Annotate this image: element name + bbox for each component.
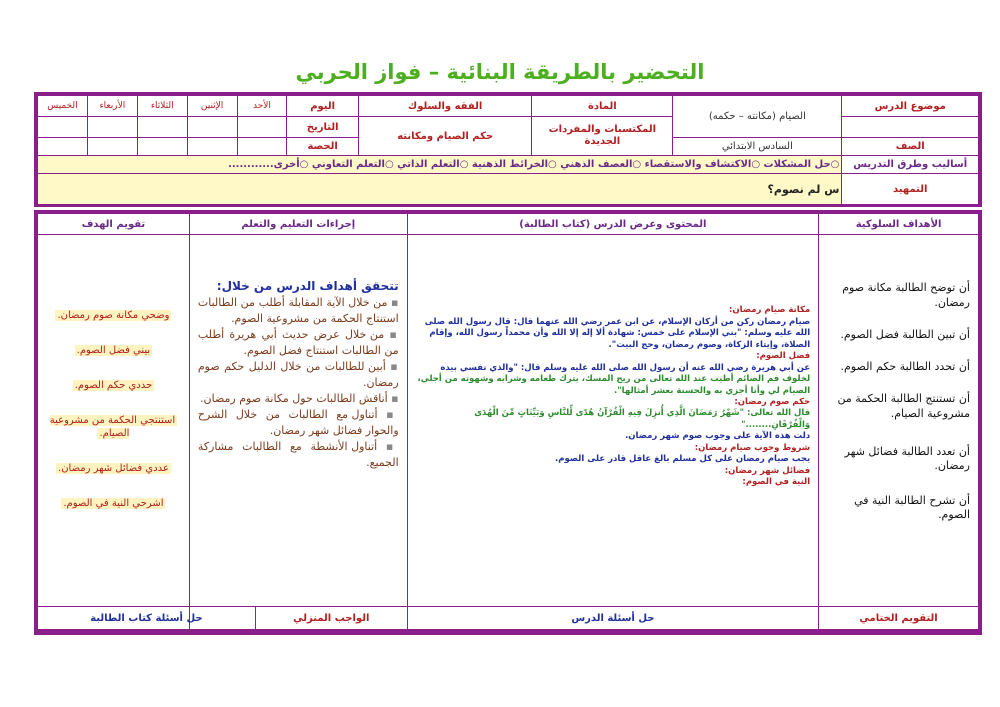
date-cell[interactable] [87, 117, 137, 138]
bullet-icon: ▪ [377, 407, 399, 421]
evaluation-item: استنتجي الحكمة من مشروعية الصيام. [49, 415, 176, 440]
intro-label: التمهيد [842, 174, 979, 205]
day-wed: الأربعاء [87, 96, 137, 117]
bullet-icon: ▪ [384, 328, 399, 342]
goal-item: أن تبين الطالبة فضل الصوم. [840, 327, 970, 341]
methods-label: أساليب وطرق التدريس [842, 156, 979, 174]
goals-header: الأهداف السلوكية [819, 214, 979, 235]
lesson-body [34, 210, 982, 635]
day-label: اليوم [287, 96, 359, 117]
content-heading: فضل الصوم: [756, 351, 811, 362]
bullet-icon: ▪ [387, 296, 399, 310]
content-paragraph: يجب صيام رمضان على كل مسلم بالغ عاقل قادر على الصوم. [555, 454, 811, 465]
procedure-item: ▪ أتناول مع الطالبات من خلال الشرح والحوار فضائل شهر رمضان. [197, 407, 399, 437]
evaluation-column [38, 235, 190, 632]
period-cell[interactable] [137, 138, 187, 156]
homework-value: حل أسئلة كتاب الطالبة [38, 607, 256, 630]
procedure-item: ▪ من خلال عرض حديث أبي هريرة أطلب من الطالبات استنتاج فضل الصوم. [197, 328, 399, 358]
content-paragraph: لخلوف فم الصائم أطيب عند الله تعالى من ريح المسك، يترك طعامه وشرابه وشهوته من أجلي، الصيام لي وأنا أجزي به والحسنة بعشر أمثالها". [417, 374, 811, 396]
material-value: الفقه والسلوك [358, 96, 531, 117]
day-thu: الخميس [38, 96, 88, 117]
date-cell[interactable] [38, 117, 88, 138]
date-label: التاريخ [287, 117, 359, 138]
date-cell[interactable] [137, 117, 187, 138]
goal-item: أن تشرح الطالبة النية في الصوم. [854, 493, 970, 521]
content-paragraph: صيام رمضان ركن من أركان الإسلام، عن ابن عمر رضي الله عنهما قال: قال رسول الله صلى الله عليه وسلم: "بني الإسلام على خمس: شهادة ألا إله إلا الله وأن محمداً رسول الله، وإقام الصلاة، وإيتاء الزكاة، وصوم رمضان، وحج البيت". [424, 316, 811, 350]
content-header: المحتوى وعرض الدرس (كتاب الطالبة) [407, 214, 819, 235]
header-table [34, 92, 982, 207]
day-mon: الإثنين [187, 96, 237, 117]
period-cell[interactable] [187, 138, 237, 156]
evaluation-item: عددي فضائل شهر رمضان. [58, 463, 169, 475]
final-eval-label: التقويم الختامي [819, 607, 979, 630]
content-paragraph: وَالْفُرْقَانِ........" [741, 419, 811, 430]
final-eval-value: حل أسئلة الدرس [407, 607, 818, 630]
homework-label: الواجب المنزلي [255, 607, 407, 630]
evaluation-header: تقويم الهدف [38, 214, 190, 235]
subject-value: الصيام (مكانته – حكمه) [673, 96, 842, 138]
vocab-value: حكم الصيام ومكانته [358, 117, 531, 156]
content-heading: حكم صوم رمضان: [734, 397, 811, 408]
procedures-column [189, 235, 407, 632]
evaluation-item: وضحي مكانة صوم رمضان. [57, 310, 170, 322]
bullet-icon: ▪ [387, 391, 399, 405]
procedures-header: إجراءات التعليم والتعلم [189, 214, 407, 235]
period-label: الحصة [287, 138, 359, 156]
vocab-label: المكتسبات والمفردات الجديدة [532, 117, 673, 156]
period-cell[interactable] [87, 138, 137, 156]
evaluation-item: اشرحي النية في الصوم. [63, 498, 164, 510]
page-title: التحضير بالطريقة البنائية – فواز الحربي [295, 60, 705, 84]
content-heading: فضائل شهر رمضان: [724, 465, 811, 476]
material-label: المادة [532, 96, 673, 117]
bullet-icon: ▪ [377, 439, 399, 453]
content-paragraph: عن أبي هريرة رضي الله عنه أن رسول الله صلى الله عليه وسلم قال: "والذي نفسي بيده [440, 362, 811, 373]
content-heading: مكانة صيام رمضان: [729, 305, 811, 316]
content-heading: شروط وجوب صيام رمضان: [694, 442, 811, 453]
methods-value: ○حل المشكلات ○الاكتشاف والاستقصاء ○العصف الذهني ○الخرائط الذهنية ○التعلم الذاتي ○التعلم التعاوني ○أخرى............ [38, 156, 842, 174]
day-sun: الأحد [237, 96, 287, 117]
procedure-item: ▪ أتناول الأنشطة مع الطالبات مشاركة الجميع. [197, 439, 399, 469]
evaluation-item: بيني فضل الصوم. [76, 345, 151, 357]
procedure-item: ▪ أناقش الطالبات حول مكانة صوم رمضان. [200, 391, 399, 405]
goals-column [819, 235, 979, 632]
evaluation-item: حددي حكم الصوم. [74, 380, 153, 392]
procedure-item: ▪ أبين للطالبات من خلال الدليل حكم صوم رمضان. [197, 360, 399, 389]
procedures-heading: تتحقق أهداف الدرس من خلال: [216, 279, 399, 294]
intro-value: س لم نصوم؟ [38, 174, 842, 205]
grade-label: الصف [842, 138, 979, 156]
period-cell[interactable] [237, 138, 287, 156]
grade-value: السادس الابتدائي [673, 138, 842, 156]
content-paragraph: دلت هذه الآية على وجوب صوم شهر رمضان. [625, 431, 811, 442]
subject-label: موضوع الدرس [842, 96, 979, 117]
period-cell[interactable] [38, 138, 88, 156]
empty-cell [842, 117, 979, 138]
procedure-item: ▪ من خلال الآية المقابلة أطلب من الطالبات استنتاج الحكمة من مشروعية الصوم. [197, 296, 399, 326]
footer-table [34, 606, 982, 633]
content-paragraph: قال الله تعالى: "شَهْرُ رَمَضَانَ الَّذِي أُنزِلَ فِيهِ الْقُرْآنُ هُدًى لِّلنَّاسِ وَبَيِّنَاتٍ مِّنَ الْهُدَى [474, 408, 811, 419]
day-tue: الثلاثاء [137, 96, 187, 117]
date-cell[interactable] [237, 117, 287, 138]
content-column [407, 235, 819, 632]
goal-item: أن تحدد الطالبة حكم الصوم. [840, 360, 970, 374]
goal-item: أن تعدد الطالبة فضائل شهر رمضان. [844, 445, 970, 473]
goal-item: أن تستنتج الطالبة الحكمة من مشروعية الصيام. [837, 392, 970, 420]
date-cell[interactable] [187, 117, 237, 138]
goal-item: أن توضح الطالبة مكانة صوم رمضان. [842, 281, 970, 309]
content-heading: النية في الصوم: [742, 477, 811, 488]
bullet-icon: ▪ [385, 360, 399, 374]
